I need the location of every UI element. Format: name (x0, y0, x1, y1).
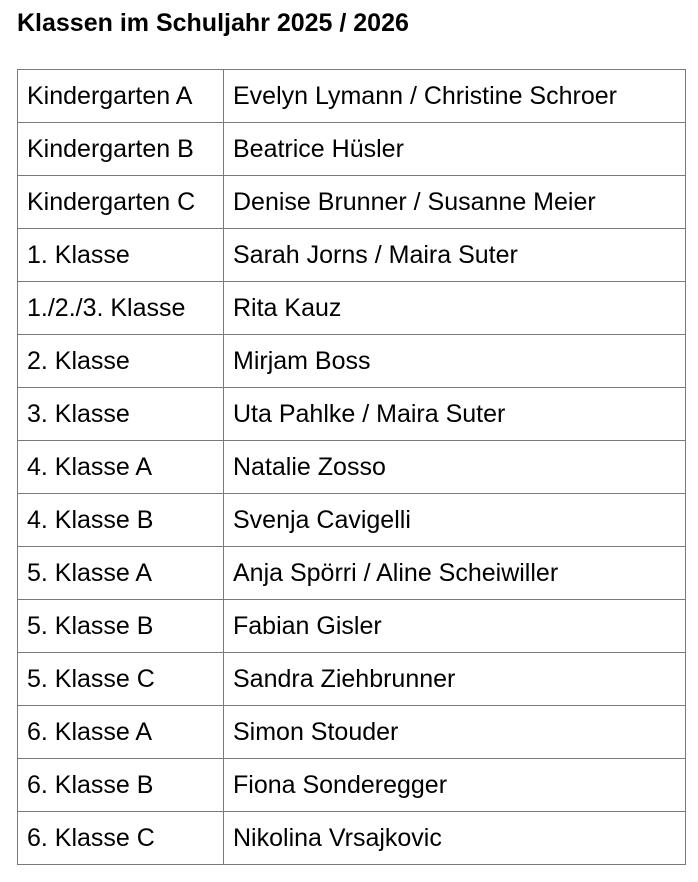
table-row (18, 388, 686, 441)
table-row (18, 282, 686, 335)
table-row (18, 335, 686, 388)
teacher-cell: Natalie Zosso (224, 441, 686, 494)
table-row (18, 70, 686, 123)
class-table (17, 69, 686, 865)
class-cell: Kindergarten C (18, 176, 224, 229)
table-row (18, 229, 686, 282)
class-cell: 5. Klasse B (18, 600, 224, 653)
table-row (18, 547, 686, 600)
table-row (18, 653, 686, 706)
teacher-cell: Svenja Cavigelli (224, 494, 686, 547)
teacher-cell: Fabian Gisler (224, 600, 686, 653)
teacher-cell: Beatrice Hüsler (224, 123, 686, 176)
class-cell: 4. Klasse B (18, 494, 224, 547)
teacher-cell: Uta Pahlke / Maira Suter (224, 388, 686, 441)
table-row (18, 123, 686, 176)
teacher-cell: Nikolina Vrsajkovic (224, 812, 686, 865)
teacher-cell: Anja Spörri / Aline Scheiwiller (224, 547, 686, 600)
teacher-cell: Evelyn Lymann / Christine Schroer (224, 70, 686, 123)
page-title: Klassen im Schuljahr 2025 / 2026 (17, 9, 409, 37)
class-cell: 6. Klasse C (18, 812, 224, 865)
table-row (18, 494, 686, 547)
table-row (18, 176, 686, 229)
class-cell: 2. Klasse (18, 335, 224, 388)
class-cell: Kindergarten B (18, 123, 224, 176)
table-row (18, 812, 686, 865)
teacher-cell: Sandra Ziehbrunner (224, 653, 686, 706)
table-row (18, 759, 686, 812)
class-cell: 1. Klasse (18, 229, 224, 282)
class-cell: 4. Klasse A (18, 441, 224, 494)
teacher-cell: Simon Stouder (224, 706, 686, 759)
teacher-cell: Fiona Sonderegger (224, 759, 686, 812)
class-cell: 6. Klasse B (18, 759, 224, 812)
class-cell: 3. Klasse (18, 388, 224, 441)
table-row (18, 600, 686, 653)
class-cell: 1./2./3. Klasse (18, 282, 224, 335)
teacher-cell: Denise Brunner / Susanne Meier (224, 176, 686, 229)
class-cell: Kindergarten A (18, 70, 224, 123)
table-row (18, 441, 686, 494)
table-row (18, 706, 686, 759)
class-cell: 5. Klasse C (18, 653, 224, 706)
teacher-cell: Rita Kauz (224, 282, 686, 335)
class-cell: 5. Klasse A (18, 547, 224, 600)
teacher-cell: Sarah Jorns / Maira Suter (224, 229, 686, 282)
class-table-body (18, 70, 686, 865)
class-cell: 6. Klasse A (18, 706, 224, 759)
teacher-cell: Mirjam Boss (224, 335, 686, 388)
